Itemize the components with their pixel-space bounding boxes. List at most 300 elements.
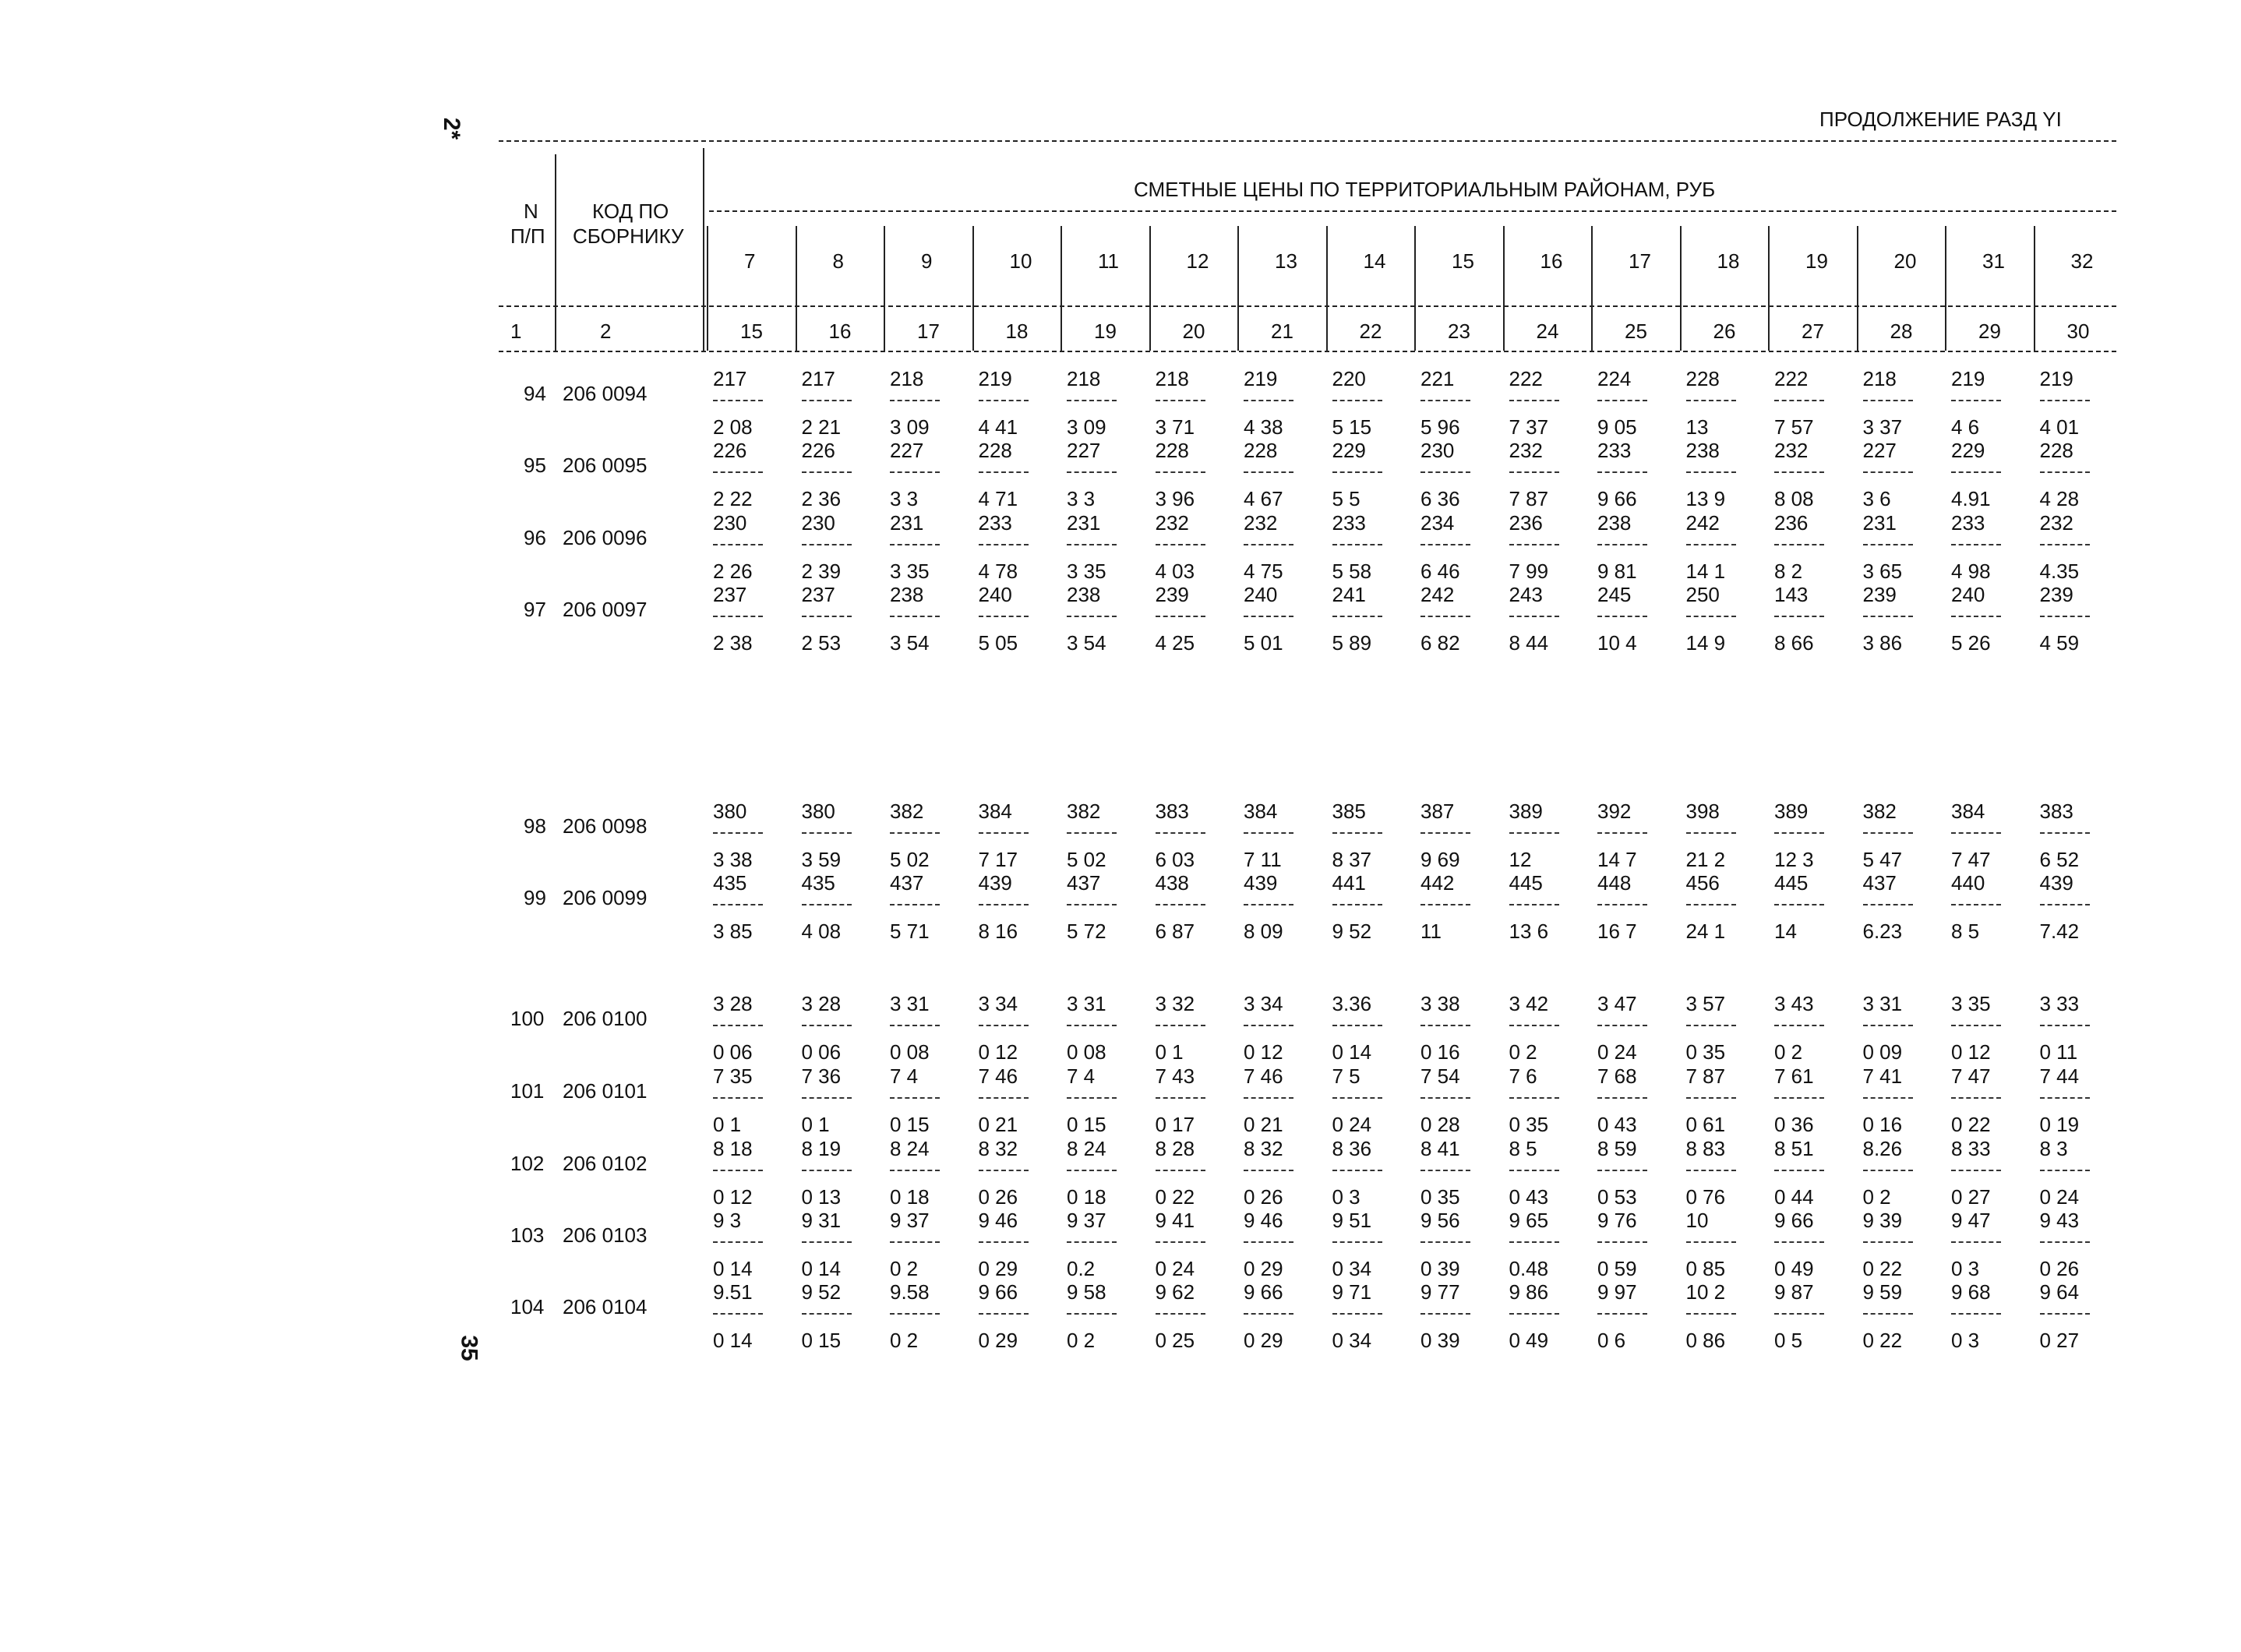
fraction-rule (979, 1170, 1029, 1171)
price-value: 7 46 (978, 1064, 1018, 1088)
price-value: 3 09 (1067, 415, 1106, 439)
price-value: 8 37 (1332, 848, 1372, 871)
fraction-rule (802, 616, 852, 617)
fraction-rule (1686, 1025, 1736, 1026)
fraction-rule (713, 616, 763, 617)
price-value: 227 (1067, 439, 1101, 462)
price-value: 8 41 (1420, 1137, 1460, 1160)
price-value: 0 09 (1862, 1040, 1903, 1064)
price-value: 0 59 (1597, 1257, 1637, 1280)
price-value: 0 43 (1509, 1185, 1549, 1209)
price-value: 232 (1509, 439, 1543, 462)
price-value: 3 35 (890, 559, 930, 583)
price-value: 445 (1509, 871, 1543, 895)
price-value: 0 2 (890, 1329, 919, 1352)
fraction-rule (1686, 1170, 1736, 1171)
district-column-number: 16 (828, 319, 852, 343)
header-col-number-1: 1 (510, 319, 522, 343)
price-value: 9 76 (1597, 1209, 1637, 1232)
price-value: 218 (1155, 367, 1189, 390)
price-value: 448 (1597, 871, 1632, 895)
district-header: 7 (744, 249, 756, 273)
price-value: 4 01 (2039, 415, 2080, 439)
price-value: 12 (1509, 848, 1532, 871)
fraction-rule (1244, 1025, 1293, 1026)
rule-v1 (555, 154, 556, 351)
fraction-rule (2040, 1241, 2090, 1243)
price-value: 4 71 (978, 487, 1018, 510)
price-value: 228 (2039, 439, 2073, 462)
fraction-rule (2040, 1097, 2090, 1099)
price-value: 240 (978, 583, 1012, 606)
price-value: 3 54 (890, 631, 930, 655)
fraction-rule (1509, 471, 1559, 473)
district-column-number: 15 (740, 319, 763, 343)
price-value: 16 7 (1597, 920, 1637, 943)
fraction-rule (802, 1170, 852, 1171)
price-value: 7 61 (1774, 1064, 1814, 1088)
price-value: 4 67 (1244, 487, 1283, 510)
rule-top (499, 140, 2116, 142)
fraction-rule (1774, 832, 1824, 834)
fraction-rule (713, 832, 763, 834)
price-value: 0 22 (1862, 1329, 1903, 1352)
price-value: 0 21 (978, 1113, 1018, 1136)
price-value: 0 2 (1862, 1185, 1891, 1209)
fraction-rule (1420, 1313, 1470, 1315)
price-value: 238 (1685, 439, 1720, 462)
price-value: 0 2 (1509, 1040, 1537, 1064)
price-value: 9 37 (890, 1209, 930, 1232)
price-value: 228 (1685, 367, 1720, 390)
fraction-rule (1597, 1241, 1647, 1243)
price-value: 228 (1155, 439, 1189, 462)
fraction-rule (2040, 616, 2090, 617)
price-value: 7 43 (1155, 1064, 1195, 1088)
price-value: 230 (713, 511, 747, 535)
fraction-rule (1332, 616, 1382, 617)
price-value: 217 (713, 367, 747, 390)
price-value: 233 (978, 511, 1012, 535)
row-code: 206 0100 (563, 1007, 648, 1030)
price-value: 4 28 (2039, 487, 2080, 510)
price-value: 382 (1862, 800, 1897, 823)
price-value: 4 38 (1244, 415, 1283, 439)
price-value: 9 66 (1597, 487, 1637, 510)
price-value: 3 42 (1509, 992, 1549, 1015)
price-value: 0 15 (890, 1113, 930, 1136)
price-value: 8 18 (713, 1137, 753, 1160)
price-value: 238 (890, 583, 924, 606)
fraction-rule (1951, 832, 2001, 834)
price-value: 0 86 (1685, 1329, 1726, 1352)
fraction-rule (1332, 832, 1382, 834)
price-value: 9 56 (1420, 1209, 1460, 1232)
fraction-rule (802, 1025, 852, 1026)
fraction-rule (1597, 616, 1647, 617)
fraction-rule (1863, 544, 1913, 545)
price-value: 442 (1420, 871, 1455, 895)
fraction-rule (1863, 1025, 1913, 1026)
fraction-rule (1420, 1025, 1470, 1026)
price-value: 0 12 (1951, 1040, 1991, 1064)
price-value: 3 59 (801, 848, 842, 871)
fraction-rule (1420, 471, 1470, 473)
fraction-rule (802, 1097, 852, 1099)
fraction-rule (802, 1241, 852, 1243)
header-code-2: СБОРНИКУ (573, 224, 684, 248)
price-value: 9 37 (1067, 1209, 1106, 1232)
price-value: 7 4 (890, 1064, 919, 1088)
price-value: 226 (713, 439, 747, 462)
price-value: 0 25 (1155, 1329, 1195, 1352)
fraction-rule (1597, 904, 1647, 905)
district-header: 9 (921, 249, 933, 273)
price-value: 242 (1685, 511, 1720, 535)
price-value: 7 6 (1509, 1064, 1537, 1088)
price-value: 4 78 (978, 559, 1018, 583)
price-value: 0 11 (2039, 1040, 2078, 1064)
rule-col-9 (1503, 226, 1505, 351)
price-value: 229 (1332, 439, 1366, 462)
fraction-rule (1597, 1097, 1647, 1099)
price-value: 0 26 (2039, 1257, 2080, 1280)
price-value: 8 08 (1774, 487, 1814, 510)
fraction-rule (979, 904, 1029, 905)
price-value: 230 (801, 511, 835, 535)
price-value: 7 99 (1509, 559, 1549, 583)
price-value: 3 33 (2039, 992, 2080, 1015)
price-value: 220 (1332, 367, 1366, 390)
fraction-rule (1156, 832, 1205, 834)
price-value: 9 46 (1244, 1209, 1283, 1232)
price-value: 3 31 (1067, 992, 1106, 1015)
price-value: 222 (1509, 367, 1543, 390)
fraction-rule (1509, 1241, 1559, 1243)
price-value: 8 16 (978, 920, 1018, 943)
fraction-rule (1332, 1025, 1382, 1026)
row-number: 100 (510, 1007, 545, 1030)
fraction-rule (1597, 544, 1647, 545)
price-value: 0 76 (1685, 1185, 1726, 1209)
price-value: 0 16 (1420, 1040, 1460, 1064)
fraction-rule (1774, 1241, 1824, 1243)
fraction-rule (1863, 471, 1913, 473)
price-value: 2 38 (713, 631, 753, 655)
price-value: 3 43 (1774, 992, 1814, 1015)
price-value: 5 5 (1332, 487, 1360, 510)
price-value: 233 (1951, 511, 1985, 535)
fraction-rule (713, 400, 763, 401)
price-value: 6 82 (1420, 631, 1460, 655)
row-code: 206 0102 (563, 1152, 648, 1175)
price-value: 0 24 (1597, 1040, 1637, 1064)
price-value: 6 03 (1155, 848, 1195, 871)
price-value: 0 85 (1685, 1257, 1726, 1280)
price-value: 224 (1597, 367, 1632, 390)
price-value: 237 (713, 583, 747, 606)
fraction-rule (890, 904, 940, 905)
price-value: 9 43 (2039, 1209, 2080, 1232)
district-column-number: 26 (1713, 319, 1736, 343)
price-value: 231 (1862, 511, 1897, 535)
fraction-rule (1509, 1097, 1559, 1099)
price-value: 8 3 (2039, 1137, 2068, 1160)
price-value: 437 (890, 871, 924, 895)
fraction-rule (890, 832, 940, 834)
fraction-rule (1420, 1241, 1470, 1243)
price-value: 9 31 (801, 1209, 842, 1232)
row-code: 206 0104 (563, 1295, 648, 1318)
district-header: 20 (1893, 249, 1917, 273)
price-value: 0 1 (713, 1113, 742, 1136)
fraction-rule (1332, 1313, 1382, 1315)
price-value: 0 29 (978, 1329, 1018, 1352)
price-value: 392 (1597, 800, 1632, 823)
price-value: 0 13 (801, 1185, 842, 1209)
price-value: 9 62 (1155, 1280, 1195, 1304)
fraction-rule (1420, 904, 1470, 905)
district-column-number: 23 (1448, 319, 1470, 343)
fraction-rule (1156, 400, 1205, 401)
fraction-rule (890, 1025, 940, 1026)
price-value: 6 87 (1155, 920, 1195, 943)
price-value: 9 64 (2039, 1280, 2080, 1304)
price-value: 9 39 (1862, 1209, 1903, 1232)
fraction-rule (979, 544, 1029, 545)
price-value: 0 2 (1774, 1040, 1803, 1064)
fraction-rule (713, 904, 763, 905)
fraction-rule (890, 1313, 940, 1315)
header-group-title: СМЕТНЫЕ ЦЕНЫ ПО ТЕРРИТОРИАЛЬНЫМ РАЙОНАМ, РУБ (1134, 178, 1716, 201)
fraction-rule (2040, 1313, 2090, 1315)
price-value: 389 (1774, 800, 1809, 823)
fraction-rule (713, 1025, 763, 1026)
header-col-number-2: 2 (600, 319, 612, 343)
price-value: 5 02 (890, 848, 930, 871)
price-value: 0 1 (1155, 1040, 1184, 1064)
fraction-rule (1597, 1313, 1647, 1315)
price-value: 233 (1332, 511, 1366, 535)
price-value: 14 (1774, 920, 1797, 943)
price-value: 4 08 (801, 920, 842, 943)
fraction-rule (1244, 832, 1293, 834)
price-value: 3 28 (801, 992, 842, 1015)
fraction-rule (1951, 1241, 2001, 1243)
fraction-rule (1420, 544, 1470, 545)
price-value: 9 51 (1332, 1209, 1372, 1232)
fraction-rule (1774, 1313, 1824, 1315)
fraction-rule (1156, 1097, 1205, 1099)
fraction-rule (1686, 832, 1736, 834)
price-value: 3 71 (1155, 415, 1195, 439)
price-value: 7 46 (1244, 1064, 1283, 1088)
price-value: 0.48 (1509, 1257, 1549, 1280)
fraction-rule (890, 400, 940, 401)
fraction-rule (1244, 1170, 1293, 1171)
fraction-rule (1332, 544, 1382, 545)
fraction-rule (1774, 471, 1824, 473)
price-value: 14 9 (1685, 631, 1726, 655)
price-value: 5 47 (1862, 848, 1903, 871)
price-value: 7 87 (1509, 487, 1549, 510)
price-value: 0 14 (801, 1257, 842, 1280)
price-value: 3 86 (1862, 631, 1903, 655)
fraction-rule (1951, 400, 2001, 401)
fraction-rule (1951, 1170, 2001, 1171)
price-value: 7 47 (1951, 848, 1991, 871)
price-value: 3 31 (1862, 992, 1903, 1015)
fraction-rule (979, 1025, 1029, 1026)
fraction-rule (1420, 832, 1470, 834)
fraction-rule (890, 1097, 940, 1099)
price-value: 3 47 (1597, 992, 1637, 1015)
fraction-rule (713, 1241, 763, 1243)
fraction-rule (1420, 400, 1470, 401)
fraction-rule (2040, 471, 2090, 473)
price-value: 0 22 (1951, 1113, 1991, 1136)
price-value: 2 22 (713, 487, 753, 510)
fraction-rule (890, 616, 940, 617)
price-value: 8 28 (1155, 1137, 1195, 1160)
margin-mark-top: 2* (439, 117, 465, 140)
price-value: 3 31 (890, 992, 930, 1015)
district-header: 13 (1275, 249, 1297, 273)
fraction-rule (1774, 1025, 1824, 1026)
price-value: 0 1 (801, 1113, 830, 1136)
district-header: 11 (1098, 249, 1119, 273)
price-value: 9 65 (1509, 1209, 1549, 1232)
price-value: 0 3 (1951, 1329, 1980, 1352)
price-value: 14 7 (1597, 848, 1637, 871)
price-value: 9 3 (713, 1209, 742, 1232)
fraction-rule (1686, 471, 1736, 473)
price-value: 0 27 (1951, 1185, 1991, 1209)
price-value: 456 (1685, 871, 1720, 895)
price-value: 222 (1774, 367, 1809, 390)
fraction-rule (890, 1241, 940, 1243)
price-value: 0 3 (1951, 1257, 1980, 1280)
price-value: 6.23 (1862, 920, 1903, 943)
price-value: 3 65 (1862, 559, 1903, 583)
price-value: 227 (890, 439, 924, 462)
price-value: 24 1 (1685, 920, 1726, 943)
price-value: 0 24 (1332, 1113, 1372, 1136)
price-value: 8 59 (1597, 1137, 1637, 1160)
price-value: 217 (801, 367, 835, 390)
fraction-rule (2040, 400, 2090, 401)
price-value: 3.36 (1332, 992, 1372, 1015)
rule-col-5 (1149, 226, 1151, 351)
fraction-rule (2040, 1170, 2090, 1171)
price-value: 0 08 (1067, 1040, 1106, 1064)
price-value: 239 (2039, 583, 2073, 606)
fraction-rule (979, 400, 1029, 401)
price-value: 3 6 (1862, 487, 1891, 510)
fraction-rule (1863, 904, 1913, 905)
price-value: 0 18 (1067, 1185, 1106, 1209)
price-value: 0 27 (2039, 1329, 2080, 1352)
district-column-number: 29 (1978, 319, 2001, 343)
fraction-rule (1156, 1241, 1205, 1243)
row-code: 206 0101 (563, 1079, 648, 1103)
fraction-rule (1686, 904, 1736, 905)
price-value: 5 01 (1244, 631, 1283, 655)
price-value: 219 (1244, 367, 1278, 390)
fraction-rule (713, 544, 763, 545)
price-value: 5 02 (1067, 848, 1106, 871)
district-column-number: 28 (1890, 319, 1913, 343)
fraction-rule (1156, 904, 1205, 905)
price-value: 13 6 (1509, 920, 1549, 943)
row-code: 206 0097 (563, 598, 648, 621)
price-value: 5 15 (1332, 415, 1372, 439)
price-value: 7 44 (2039, 1064, 2080, 1088)
price-value: 143 (1774, 583, 1809, 606)
fraction-rule (890, 1170, 940, 1171)
price-value: 9 69 (1420, 848, 1460, 871)
price-value: 8 83 (1685, 1137, 1726, 1160)
fraction-rule (1244, 1313, 1293, 1315)
price-value: 9 81 (1597, 559, 1637, 583)
district-column-number: 24 (1536, 319, 1559, 343)
fraction-rule (1156, 1025, 1205, 1026)
price-value: 5 72 (1067, 920, 1106, 943)
price-value: 0 29 (978, 1257, 1018, 1280)
price-value: 0 14 (1332, 1040, 1372, 1064)
price-value: 437 (1862, 871, 1897, 895)
fraction-rule (1067, 1170, 1117, 1171)
price-value: 3 3 (1067, 487, 1096, 510)
price-value: 3 85 (713, 920, 753, 943)
fraction-rule (1509, 1170, 1559, 1171)
price-value: 0 28 (1420, 1113, 1460, 1136)
price-value: 0 5 (1774, 1329, 1803, 1352)
rule-col-7 (1326, 226, 1328, 351)
price-value: 10 2 (1685, 1280, 1726, 1304)
price-value: 4.35 (2039, 559, 2080, 583)
price-value: 441 (1332, 871, 1366, 895)
price-value: 9 66 (1244, 1280, 1283, 1304)
price-value: 226 (801, 439, 835, 462)
price-value: 250 (1685, 583, 1720, 606)
price-value: 2 36 (801, 487, 842, 510)
fraction-rule (1686, 544, 1736, 545)
price-value: 398 (1685, 800, 1720, 823)
price-value: 0 29 (1244, 1329, 1283, 1352)
price-value: 4 25 (1155, 631, 1195, 655)
fraction-rule (1420, 616, 1470, 617)
price-value: 5 26 (1951, 631, 1991, 655)
fraction-rule (1951, 904, 2001, 905)
price-value: 8 5 (1951, 920, 1980, 943)
district-header: 14 (1363, 249, 1386, 273)
fraction-rule (1951, 1313, 2001, 1315)
price-value: 440 (1951, 871, 1985, 895)
price-value: 0 12 (978, 1040, 1018, 1064)
fraction-rule (1597, 1170, 1647, 1171)
district-column-number: 19 (1094, 319, 1117, 343)
price-value: 439 (1244, 871, 1278, 895)
fraction-rule (1774, 544, 1824, 545)
price-value: 2 26 (713, 559, 753, 583)
price-value: 229 (1951, 439, 1985, 462)
row-number: 94 (524, 382, 546, 405)
price-value: 221 (1420, 367, 1455, 390)
price-value: 3 3 (890, 487, 919, 510)
price-value: 9 58 (1067, 1280, 1106, 1304)
price-value: 9.58 (890, 1280, 930, 1304)
